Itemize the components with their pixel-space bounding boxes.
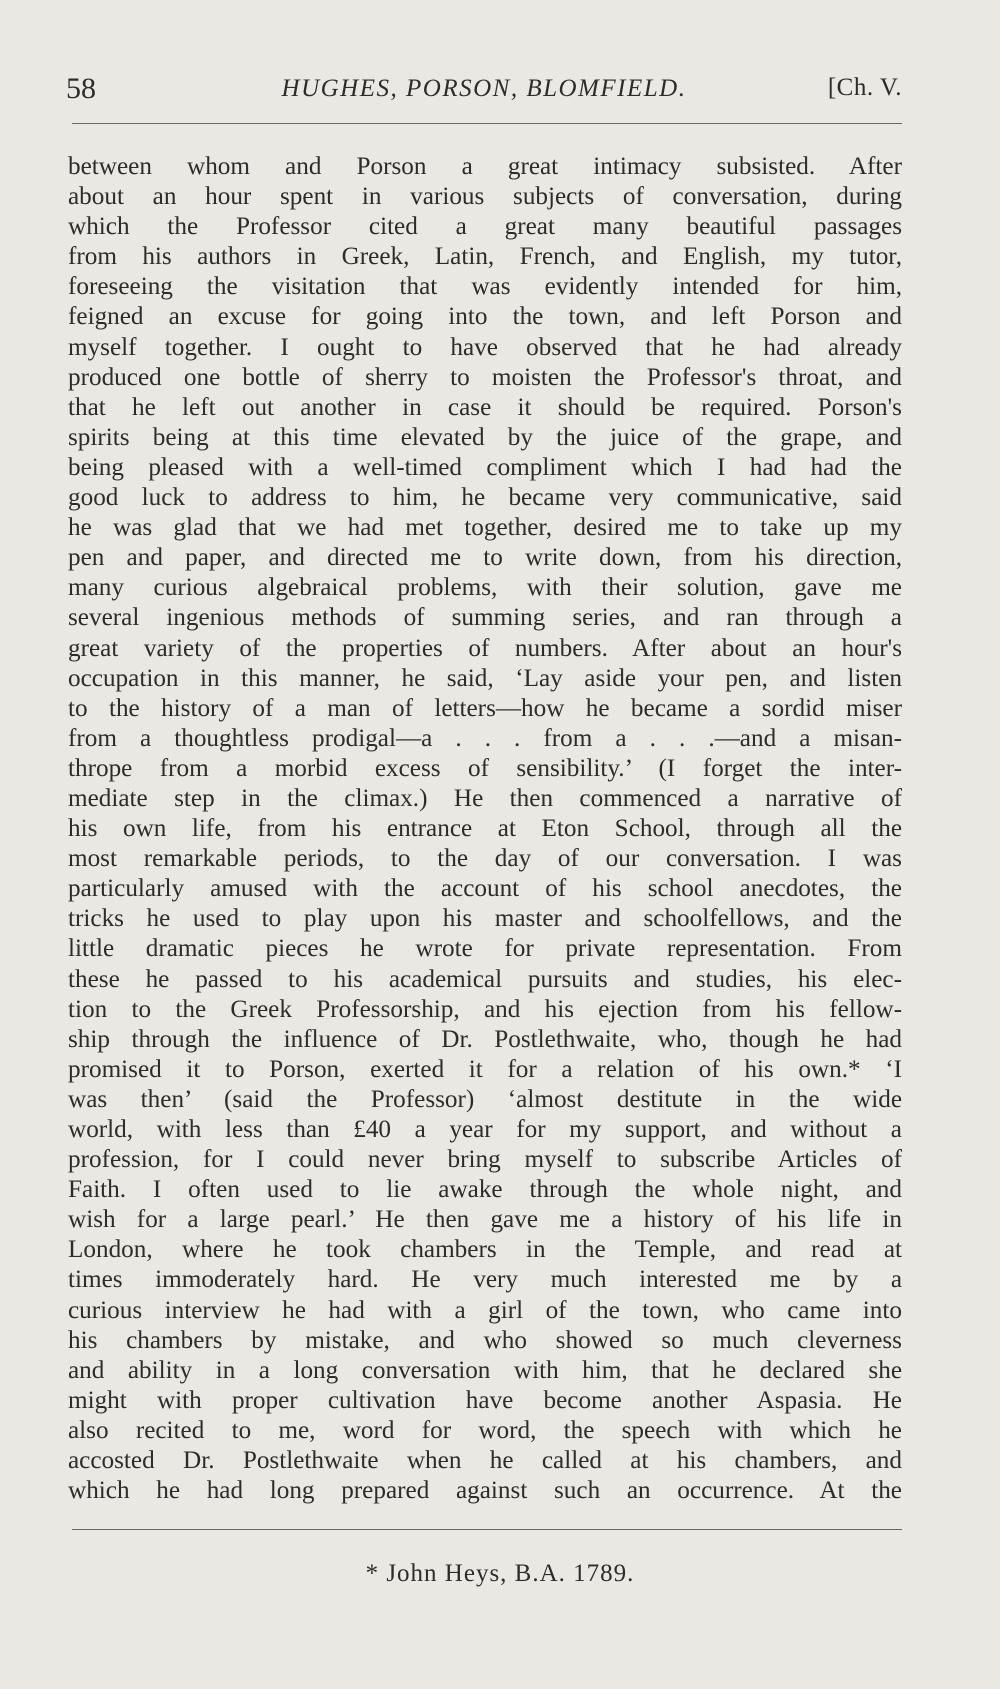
text-line: produced one bottle of sherry to moisten the Professor's throat, and xyxy=(68,363,902,391)
text-line: times immoderately hard. He very much interested me by a xyxy=(68,1266,902,1294)
text-line: good luck to address to him, he became very communicative, said xyxy=(68,484,902,512)
text-line: might with proper cultivation have become another Aspasia. He xyxy=(68,1386,902,1414)
text-line: his chambers by mistake, and who showed so much cleverness xyxy=(68,1326,902,1354)
text-line: also recited to me, word for word, the speech with which he xyxy=(68,1416,902,1444)
text-line: about an hour spent in various subjects of conversation, during xyxy=(68,183,902,211)
footnote-divider xyxy=(72,1529,902,1530)
text-line: feigned an excuse for going into the town, and left Porson and xyxy=(68,303,902,331)
page-header xyxy=(66,72,902,112)
text-line: which the Professor cited a great many beautiful passages xyxy=(68,213,902,241)
text-line: most remarkable periods, to the day of our conversation. I was xyxy=(68,845,902,873)
text-line: thrope from a morbid excess of sensibility.’ (I forget the inter- xyxy=(68,754,902,782)
text-line: many curious algebraical problems, with their solution, gave me xyxy=(68,574,902,602)
page-number: 58 xyxy=(66,72,96,105)
text-line: tion to the Greek Professorship, and his ejection from his fellow- xyxy=(68,995,902,1023)
text-line: profession, for I could never bring myself to subscribe Articles of xyxy=(68,1146,902,1174)
text-line: spirits being at this time elevated by the juice of the grape, and xyxy=(68,423,902,451)
text-line: foreseeing the visitation that was evidently intended for him, xyxy=(68,273,902,301)
text-line: mediate step in the climax.) He then commenced a narrative of xyxy=(68,784,902,812)
text-line: several ingenious methods of summing series, and ran through a xyxy=(68,604,902,632)
text-line: tricks he used to play upon his master and schoolfellows, and the xyxy=(68,905,902,933)
text-line: between whom and Porson a great intimacy subsisted. After xyxy=(68,153,902,180)
text-line: these he passed to his academical pursuits and studies, his elec- xyxy=(68,965,902,993)
footnote: * John Heys, B.A. 1789. xyxy=(365,1560,635,1587)
text-line: occupation in this manner, he said, ‘Lay aside your pen, and listen xyxy=(68,664,902,692)
running-title: HUGHES, PORSON, BLOMFIELD. xyxy=(281,75,687,102)
text-line: he was glad that we had met together, desired me to take up my xyxy=(68,514,902,542)
body-text xyxy=(68,152,902,1506)
text-line: pen and paper, and directed me to write down, from his direction, xyxy=(68,544,902,572)
text-line: was then’ (said the Professor) ‘almost destitute in the wide xyxy=(68,1085,902,1113)
chapter-label: [Ch. V. xyxy=(827,74,902,101)
text-line: ship through the influence of Dr. Postlethwaite, who, though he had xyxy=(68,1025,902,1053)
text-line: being pleased with a well-timed compliment which I had had the xyxy=(68,453,902,481)
text-line: from his authors in Greek, Latin, French, and English, my tutor, xyxy=(68,243,902,271)
text-line: myself together. I ought to have observed that he had already xyxy=(68,333,902,361)
text-line: world, with less than £40 a year for my support, and without a xyxy=(68,1116,902,1143)
text-line: to the history of a man of letters—how he became a sordid miser xyxy=(68,694,902,722)
text-line: that he left out another in case it should be required. Porson's xyxy=(68,393,902,421)
text-line: which he had long prepared against such an occurrence. At the xyxy=(68,1477,902,1505)
text-line: wish for a large pearl.’ He then gave me a history of his life in xyxy=(68,1206,902,1234)
text-line: curious interview he had with a girl of the town, who came into xyxy=(68,1296,902,1324)
text-line: from a thoughtless prodigal—a . . . from a . . .—and a misan- xyxy=(68,724,902,752)
text-line: London, where he took chambers in the Temple, and read at xyxy=(68,1236,902,1264)
text-line: particularly amused with the account of his school anecdotes, the xyxy=(68,875,902,903)
text-line: his own life, from his entrance at Eton School, through all the xyxy=(68,815,902,843)
header-divider xyxy=(72,123,902,124)
text-line: little dramatic pieces he wrote for private representation. From xyxy=(68,935,902,963)
text-line: Faith. I often used to lie awake through the whole night, and xyxy=(68,1176,902,1204)
text-line: and ability in a long conversation with him, that he declared she xyxy=(68,1356,902,1384)
text-line: promised it to Porson, exerted it for a relation of his own.* ‘I xyxy=(68,1055,902,1083)
text-line: great variety of the properties of numbers. After about an hour's xyxy=(68,634,902,662)
text-line: accosted Dr. Postlethwaite when he called at his chambers, and xyxy=(68,1447,902,1475)
